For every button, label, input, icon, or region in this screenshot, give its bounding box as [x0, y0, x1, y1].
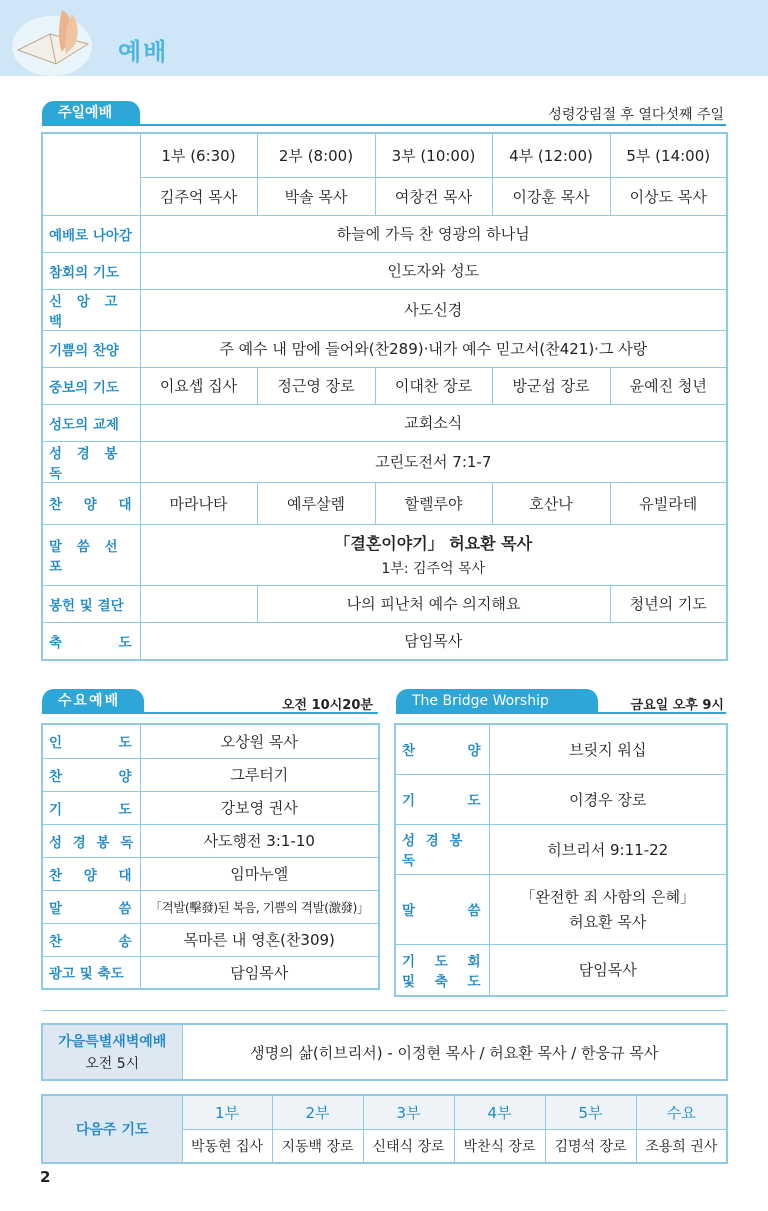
row-label-offering: 봉헌 및 결단	[42, 585, 140, 622]
next-prayer-header: 2부	[272, 1095, 363, 1129]
bridge-worship-tab	[396, 689, 588, 713]
wed-label: 찬 양	[42, 758, 140, 791]
wednesday-worship-tab	[42, 689, 134, 713]
dawn-label-cell	[42, 1024, 182, 1080]
offering-empty	[140, 585, 257, 622]
service-pastor: 여창건 목사	[375, 177, 492, 215]
row-label-sermon: 말 씀 선 포	[42, 524, 140, 585]
sermon-sub: 1부: 김주억 목사	[381, 561, 486, 577]
next-prayer-name: 박찬식 장로	[454, 1129, 545, 1163]
bridge-value: 담임목사	[489, 944, 727, 996]
creed-value: 사도신경	[140, 289, 727, 330]
next-prayer-name: 지동백 장로	[272, 1129, 363, 1163]
page-header	[0, 0, 768, 76]
choir-name: 유빌라테	[610, 482, 727, 524]
wednesday-table	[41, 723, 380, 990]
sunday-tab-label: 주일예배	[58, 105, 113, 121]
praying-hands-bible-icon	[4, 0, 108, 76]
wed-label: 찬 송	[42, 923, 140, 956]
call-value: 하늘에 가득 찬 영광의 하나님	[140, 215, 727, 252]
praise-value: 주 예수 내 맘에 들어와(찬289)·내가 예수 믿고서(찬421)·그 사랑	[140, 330, 727, 367]
offering-extra: 청년의 기도	[610, 585, 727, 622]
sunday-worship-table	[41, 132, 728, 661]
row-label-scripture: 성 경 봉 독	[42, 441, 140, 482]
bridge-label: 찬 양	[395, 724, 489, 774]
wednesday-time: 오전 10시20분	[282, 698, 373, 713]
next-prayer-table	[41, 1094, 728, 1164]
intercessor: 윤예진 청년	[610, 367, 727, 404]
corner-cell	[42, 133, 140, 215]
next-prayer-label: 다음주 기도	[42, 1095, 182, 1163]
service-time: 4부 (12:00)	[492, 133, 610, 177]
intercessor: 방군섭 장로	[492, 367, 610, 404]
bridge-table	[394, 723, 728, 997]
service-pastor: 김주억 목사	[140, 177, 257, 215]
sermon-cell	[140, 524, 727, 585]
bridge-label: 기 도 회 및 축 도	[395, 944, 489, 996]
row-label-call: 예배로 나아감	[42, 215, 140, 252]
wed-label: 찬 양 대	[42, 857, 140, 890]
next-prayer-header: 3부	[363, 1095, 454, 1129]
row-label-creed: 신 앙 고 백	[42, 289, 140, 330]
offering-value: 나의 피난처 예수 의지해요	[257, 585, 610, 622]
service-pastor: 이강훈 목사	[492, 177, 610, 215]
dawn-label: 가을특별새벽예배	[58, 1034, 167, 1050]
wed-value: 강보영 권사	[140, 791, 379, 824]
wed-label: 말 씀	[42, 890, 140, 923]
sermon-title: 「결혼이야기」 허요환 목사	[334, 534, 533, 553]
bridge-sermon-title: 「완전한 죄 사함의 은혜」	[520, 888, 696, 906]
bridge-label: 성 경 봉 독	[395, 824, 489, 874]
wednesday-tab-label: 수요예배	[58, 693, 121, 709]
wed-value: 사도행전 3:1-10	[140, 824, 379, 857]
bridge-value: 이경우 장로	[489, 774, 727, 824]
page-title: 예배	[118, 38, 169, 66]
next-prayer-header: 1부	[182, 1095, 272, 1129]
page-number: 2	[40, 1168, 51, 1186]
choir-name: 마라나타	[140, 482, 257, 524]
row-label-confession: 참회의 기도	[42, 252, 140, 289]
bridge-time: 금요일 오후 9시	[630, 698, 724, 713]
service-time: 1부 (6:30)	[140, 133, 257, 177]
dawn-top-rule	[42, 1010, 726, 1011]
bridge-sermon-cell	[489, 874, 727, 944]
bridge-label: 말 씀	[395, 874, 489, 944]
next-prayer-header: 4부	[454, 1095, 545, 1129]
row-label-benediction: 축 도	[42, 622, 140, 660]
wed-label: 광고 및 축도	[42, 956, 140, 989]
sunday-divider	[42, 124, 726, 126]
dawn-table	[41, 1023, 728, 1081]
wed-value: 임마누엘	[140, 857, 379, 890]
dawn-time: 오전 5시	[85, 1056, 140, 1072]
bridge-label: 기 도	[395, 774, 489, 824]
next-prayer-name: 신태식 장로	[363, 1129, 454, 1163]
wed-value: 그루터기	[140, 758, 379, 791]
wed-value: 「격발(擊發)된 복음, 기쁨의 격발(激發)」	[140, 890, 379, 923]
wed-label: 기 도	[42, 791, 140, 824]
row-label-praise: 기쁨의 찬양	[42, 330, 140, 367]
service-pastor: 이상도 목사	[610, 177, 727, 215]
wed-label: 성 경 봉 독	[42, 824, 140, 857]
dawn-value: 생명의 삶(히브리서) - 이정현 목사 / 허요환 목사 / 한웅규 목사	[182, 1024, 727, 1080]
sunday-subtitle: 성령강림절 후 열다섯째 주일	[548, 107, 724, 123]
scripture-value: 고린도전서 7:1-7	[140, 441, 727, 482]
intercessor: 이대찬 장로	[375, 367, 492, 404]
choir-name: 할렐루야	[375, 482, 492, 524]
service-time: 5부 (14:00)	[610, 133, 727, 177]
next-prayer-header: 5부	[545, 1095, 636, 1129]
wed-label: 인 도	[42, 724, 140, 758]
row-label-fellowship: 성도의 교제	[42, 404, 140, 441]
next-prayer-name: 김명석 장로	[545, 1129, 636, 1163]
wed-value: 오상원 목사	[140, 724, 379, 758]
wed-value: 담임목사	[140, 956, 379, 989]
bridge-value: 히브리서 9:11-22	[489, 824, 727, 874]
wed-value: 목마른 내 영혼(찬309)	[140, 923, 379, 956]
choir-name: 호산나	[492, 482, 610, 524]
row-label-choir: 찬 양 대	[42, 482, 140, 524]
service-pastor: 박솔 목사	[257, 177, 375, 215]
intercessor: 이요셉 집사	[140, 367, 257, 404]
row-label-intercession: 중보의 기도	[42, 367, 140, 404]
sunday-worship-tab	[42, 101, 130, 125]
next-prayer-header: 수요	[636, 1095, 727, 1129]
confession-value: 인도자와 성도	[140, 252, 727, 289]
bridge-sermon-preacher: 허요환 목사	[569, 913, 647, 931]
bridge-tab-label: The Bridge Worship	[412, 693, 549, 709]
choir-name: 예루살렘	[257, 482, 375, 524]
service-time: 2부 (8:00)	[257, 133, 375, 177]
intercessor: 정근영 장로	[257, 367, 375, 404]
fellowship-value: 교회소식	[140, 404, 727, 441]
next-prayer-name: 조용희 권사	[636, 1129, 727, 1163]
service-time: 3부 (10:00)	[375, 133, 492, 177]
bridge-value: 브릿지 워십	[489, 724, 727, 774]
next-prayer-name: 박동현 집사	[182, 1129, 272, 1163]
benediction-value: 담임목사	[140, 622, 727, 660]
